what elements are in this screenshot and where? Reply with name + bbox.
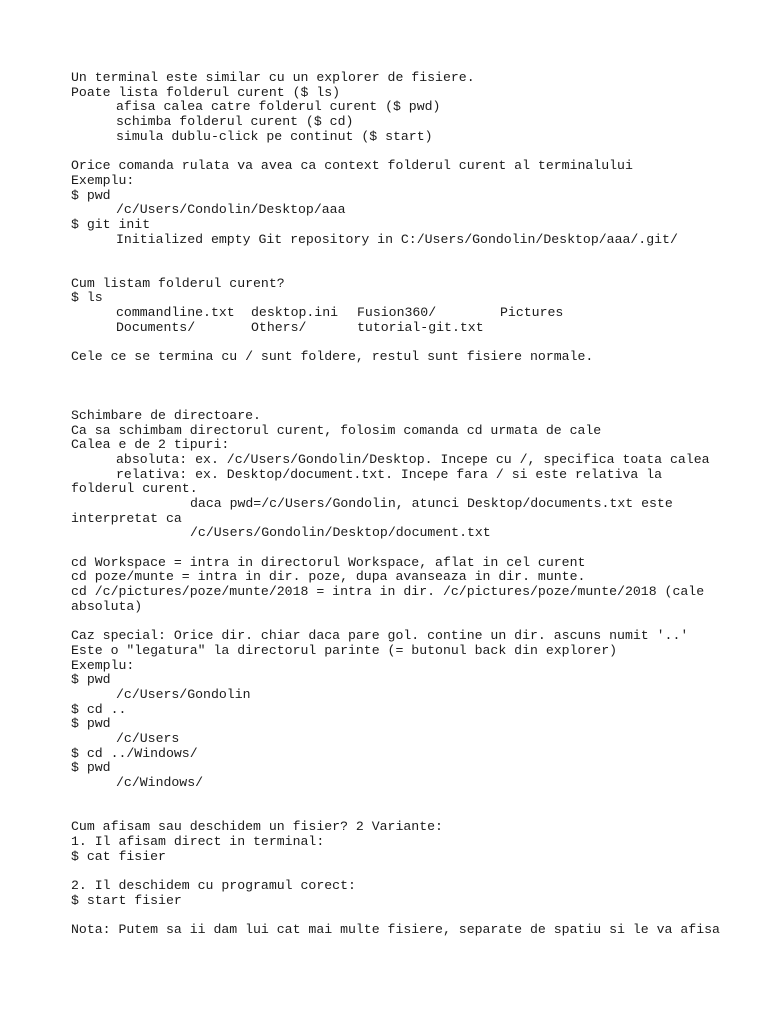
special-cmd-pwd-2: $ pwd (71, 716, 111, 732)
files-variant-2-cmd: $ start fisier (71, 892, 182, 908)
listing-note: Cele ce se termina cu / sunt foldere, restul sunt fisiere normale. (71, 349, 594, 365)
cd-example-3: cd /c/pictures/poze/munte/2018 = intra in dir. /c/pictures/poze/munte/2018 (cale (71, 584, 705, 600)
dirs-absolute: absoluta: ex. /c/Users/Gondolin/Desktop. Incepe cu /, specifica toata calea (116, 451, 710, 467)
ls-entry: Pictures (500, 305, 564, 321)
dirs-line-1: Ca sa schimbam directorul curent, folosim comanda cd urmata de cale (71, 422, 602, 438)
dirs-example-path: /c/Users/Gondolin/Desktop/document.txt (190, 525, 491, 541)
context-cmd-git-init: $ git init (71, 216, 151, 232)
files-question: Cum afisam sau deschidem un fisier? 2 Variante: (71, 819, 443, 835)
intro-indent-2: schimba folderul curent ($ cd) (116, 114, 354, 130)
ls-output-row-1 (71, 306, 701, 321)
special-cmd-pwd-1: $ pwd (71, 672, 111, 688)
special-out-1: /c/Users/Gondolin (116, 686, 251, 702)
dirs-relative-cont: folderul curent. (71, 481, 198, 497)
ls-entry: Documents/ (116, 319, 196, 335)
dirs-relative: relativa: ex. Desktop/document.txt. Incepe fara / si este relativa la (116, 466, 663, 482)
context-out-pwd: /c/Users/Condolin/Desktop/aaa (116, 202, 346, 218)
context-exemplu: Exemplu: (71, 172, 135, 188)
special-out-5: /c/Windows/ (116, 775, 204, 791)
intro-indent-1: afisa calea catre folderul curent ($ pwd) (116, 99, 441, 115)
special-cmd-pwd-3: $ pwd (71, 760, 111, 776)
files-variant-1-cmd: $ cat fisier (71, 848, 166, 864)
files-variant-2: 2. Il deschidem cu programul corect: (71, 877, 356, 893)
ls-output-row-2 (71, 321, 701, 336)
ls-entry: tutorial-git.txt (357, 319, 484, 335)
intro-line-1: Un terminal este similar cu un explorer de fisiere. (71, 70, 475, 85)
document-body (71, 70, 720, 938)
context-cmd-pwd: $ pwd (71, 187, 111, 203)
files-variant-1: 1. Il afisam direct in terminal: (71, 833, 325, 849)
dirs-example-cont: interpretat ca (71, 510, 182, 526)
intro-line-2: Poate lista folderul curent ($ ls) (71, 84, 341, 100)
special-cmd-cd-windows: $ cd ../Windows/ (71, 745, 198, 761)
dirs-line-2: Calea e de 2 tipuri: (71, 437, 230, 453)
special-cmd-cd-up: $ cd .. (71, 701, 127, 717)
special-line-1: Caz special: Orice dir. chiar daca pare gol. contine un dir. ascuns numit '..' (71, 628, 689, 644)
dirs-title: Schimbare de directoare. (71, 407, 261, 423)
cd-example-1: cd Workspace = intra in directorul Workspace, aflat in cel curent (71, 554, 586, 570)
special-line-2: Este o "legatura" la directorul parinte (= butonul back din explorer) (71, 642, 618, 658)
cd-example-3-cont: absoluta) (71, 598, 143, 614)
intro-indent-3: simula dublu-click pe continut ($ start) (116, 128, 433, 144)
ls-entry: commandline.txt (116, 305, 235, 321)
cd-example-2: cd poze/munte = intra in dir. poze, dupa avanseaza in dir. munte. (71, 569, 586, 585)
listing-question: Cum listam folderul curent? (71, 275, 285, 291)
ls-entry: Fusion360/ (357, 305, 437, 321)
ls-entry: Others/ (251, 319, 307, 335)
files-note: Nota: Putem sa ii dam lui cat mai multe fisiere, separate de spatiu si le va afisa (71, 921, 720, 937)
context-out-git-init: Initialized empty Git repository in C:/Users/Gondolin/Desktop/aaa/.git/ (116, 231, 678, 247)
context-line: Orice comanda rulata va avea ca context folderul curent al terminalului (71, 158, 633, 174)
special-out-3: /c/Users (116, 730, 180, 746)
ls-entry: desktop.ini (251, 305, 339, 321)
listing-cmd-ls: $ ls (71, 290, 103, 306)
special-exemplu: Exemplu: (71, 657, 135, 673)
dirs-example: daca pwd=/c/Users/Gondolin, atunci Desktop/documents.txt este (190, 495, 673, 511)
